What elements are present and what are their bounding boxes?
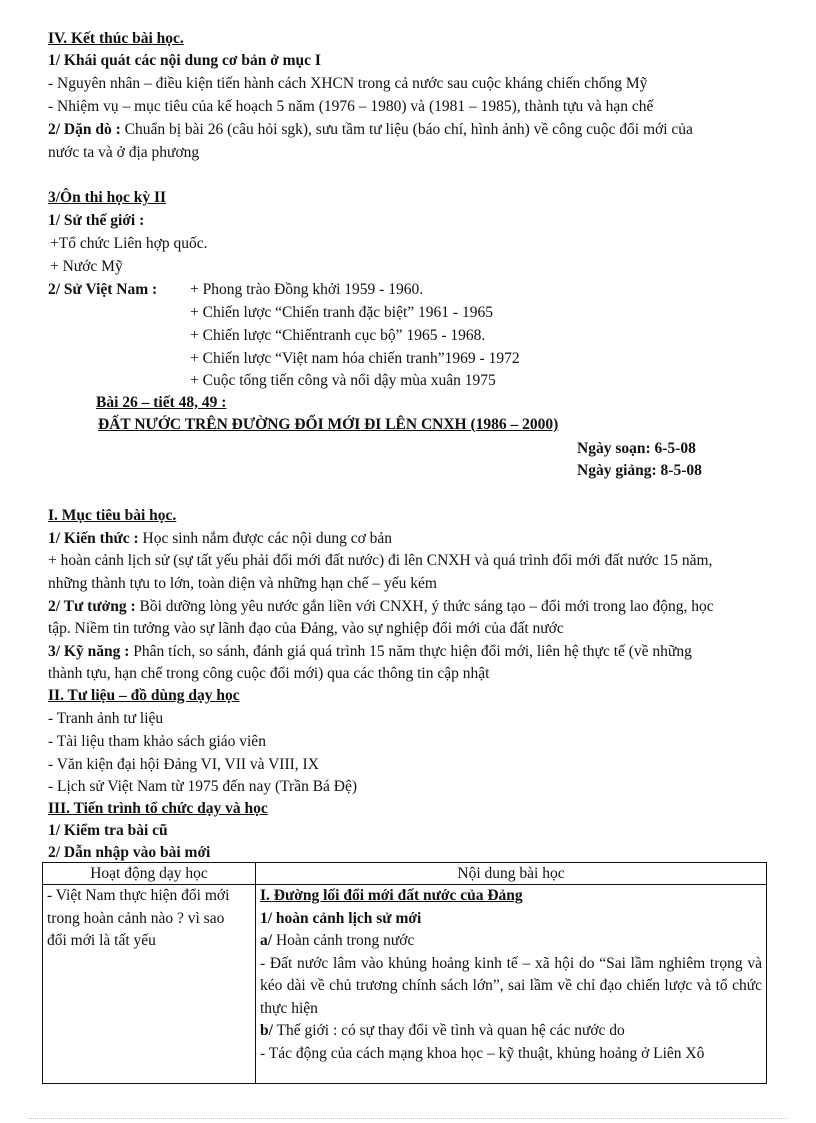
activity-line-1: - Việt Nam thực hiện đổi mới [47,887,230,904]
process-check: 1/ Kiểm tra bài cũ [48,822,168,839]
header-activities: Hoạt động dạy học [43,863,256,885]
page-bottom-divider [28,1118,788,1119]
lesson-table [42,862,767,1084]
materials-item-1: - Tranh ảnh tư liệu [48,710,164,727]
content-section-title: I. Đường lối đổi mới đất nước của Đảng [260,887,523,904]
vn-item-1: + Phong trào Đồng khởi 1959 - 1960. [190,281,424,298]
content-a-label: a/ [260,932,273,949]
skill-text-cont: thành tựu, hạn chế trong công cuộc đổi mới) qua các thông tin cập nhật [48,665,490,682]
homework-heading: 2/ Dặn dò : [48,121,121,138]
activity-line-3: đổi mới là tất yếu [47,932,156,949]
activity-line-2: trong hoàn cảnh nào ? vì sao [47,909,225,927]
homework-text: Chuẩn bị bài 26 (câu hỏi sgk), sưu tầm tư liệu (báo chí, hình ảnh) về công cuộc đổi mới của [120,121,693,138]
vn-item-3: + Chiến lược “Chiếntranh cục bộ” 1965 - 1968. [190,327,486,344]
process-title: III. Tiến trình tổ chức dạy và học [48,800,268,817]
materials-item-4: - Lịch sử Việt Nam từ 1975 đến nay (Trần Bá Đệ) [48,778,358,795]
materials-item-2: - Tài liệu tham khảo sách giáo viên [48,733,266,750]
content-a-line [260,930,762,953]
knowledge-line [48,529,392,549]
skill-text: Phân tích, so sánh, đánh giá quá trình 15 năm thực hiện đổi mới, liên hệ thực tế (về những [129,643,692,660]
knowledge-detail-cont: những thành tựu to lớn, toàn diện và những hạn chế – yếu kém [48,575,437,592]
vn-item-4: + Chiến lược “Việt nam hóa chiến tranh”1969 - 1972 [190,350,520,367]
section-iv-bullet-1: - Nguyên nhân – điều kiện tiến hành cách XHCN trong cả nước sau cuộc kháng chiến chống Mỹ [48,75,648,92]
content-b-label: b/ [260,1022,273,1039]
vn-item-5: + Cuộc tổng tiến công và nổi dậy mùa xuân 1975 [190,372,496,389]
content-b-line [260,1020,762,1043]
content-subheading: 1/ hoàn cảnh lịch sử mới [260,909,422,927]
lesson-number: Bài 26 – tiết 48, 49 : [96,394,227,411]
activities-cell [43,885,256,1084]
knowledge-detail: + hoàn cảnh lịch sử (sự tất yếu phải đổi mới đất nước) đi lên CNXH và quá trình đổi mới đất nước 15 năm, [48,552,713,569]
content-a-detail: - Đất nước lâm vào khủng hoảng kinh tế – xã hội do “Sai lầm nghiêm trọng và kéo dài về chủ trương chính sách lớn”, sai lầm về chỉ đạo chiến lược và tổ chức thực hiện [260,954,762,1017]
vn-history-heading: 2/ Sử Việt Nam : [48,281,158,298]
thought-line [48,597,714,617]
homework-text-cont: nước ta và ở địa phương [48,144,200,161]
process-intro: 2/ Dẫn nhập vào bài mới [48,844,211,861]
content-cell [256,885,767,1084]
world-item-usa: + Nước Mỹ [50,258,123,275]
table-row [43,885,767,1084]
homework-line [48,120,693,140]
world-item-un: +Tổ chức Liên hợp quốc. [50,235,208,252]
thought-heading: 2/ Tư tưởng : [48,598,136,615]
header-content: Nội dung bài học [256,863,767,885]
section-iv-bullet-2: - Nhiệm vụ – mục tiêu của kế hoạch 5 năm (1976 – 1980) và (1981 – 1985), thành tựu và hạn chế [48,98,654,115]
content-b-text: Thế giới : có sự thay đổi về tình và quan hệ các nước do [272,1022,625,1039]
lesson-title: ĐẤT NƯỚC TRÊN ĐƯỜNG ĐỔI MỚI ĐI LÊN CNXH (1986 – 2000) [98,416,559,433]
content-b-detail: - Tác động của cách mạng khoa học – kỹ thuật, khủng hoảng ở Liên Xô [260,1044,705,1062]
objectives-title: I. Mục tiêu bài học. [48,507,177,524]
knowledge-heading: 1/ Kiến thức : [48,530,139,547]
vn-item-2: + Chiến lược “Chiến tranh đặc biệt” 1961 - 1965 [190,304,493,321]
section-iv-heading-1: 1/ Khái quát các nội dung cơ bản ở mục I [48,52,321,69]
knowledge-text: Học sinh nắm được các nội dung cơ bản [138,530,393,547]
table-header-row [43,863,767,885]
materials-item-3: - Văn kiện đại hội Đảng VI, VII và VIII, IX [48,756,319,773]
skill-heading: 3/ Kỹ năng : [48,643,130,660]
skill-line [48,642,692,662]
teach-date: Ngày giảng: 8-5-08 [577,462,702,479]
thought-text-cont: tập. Niềm tin tưởng vào sự lãnh đạo của Đảng, vào sự nghiệp đổi mới của đất nước [48,620,564,637]
world-history-heading: 1/ Sử thế giới : [48,212,145,229]
prep-date: Ngày soạn: 6-5-08 [577,440,696,457]
review-title: 3/Ôn thi học kỳ II [48,189,167,206]
content-a-text: Hoàn cảnh trong nước [272,932,415,949]
section-iv-title: IV. Kết thúc bài học. [48,30,184,47]
materials-title: II. Tư liệu – đồ dùng dạy học [48,687,240,704]
thought-text: Bồi dưỡng lòng yêu nước gắn liền với CNXH, ý thức sáng tạo – đổi mới trong lao động, học [135,598,714,615]
